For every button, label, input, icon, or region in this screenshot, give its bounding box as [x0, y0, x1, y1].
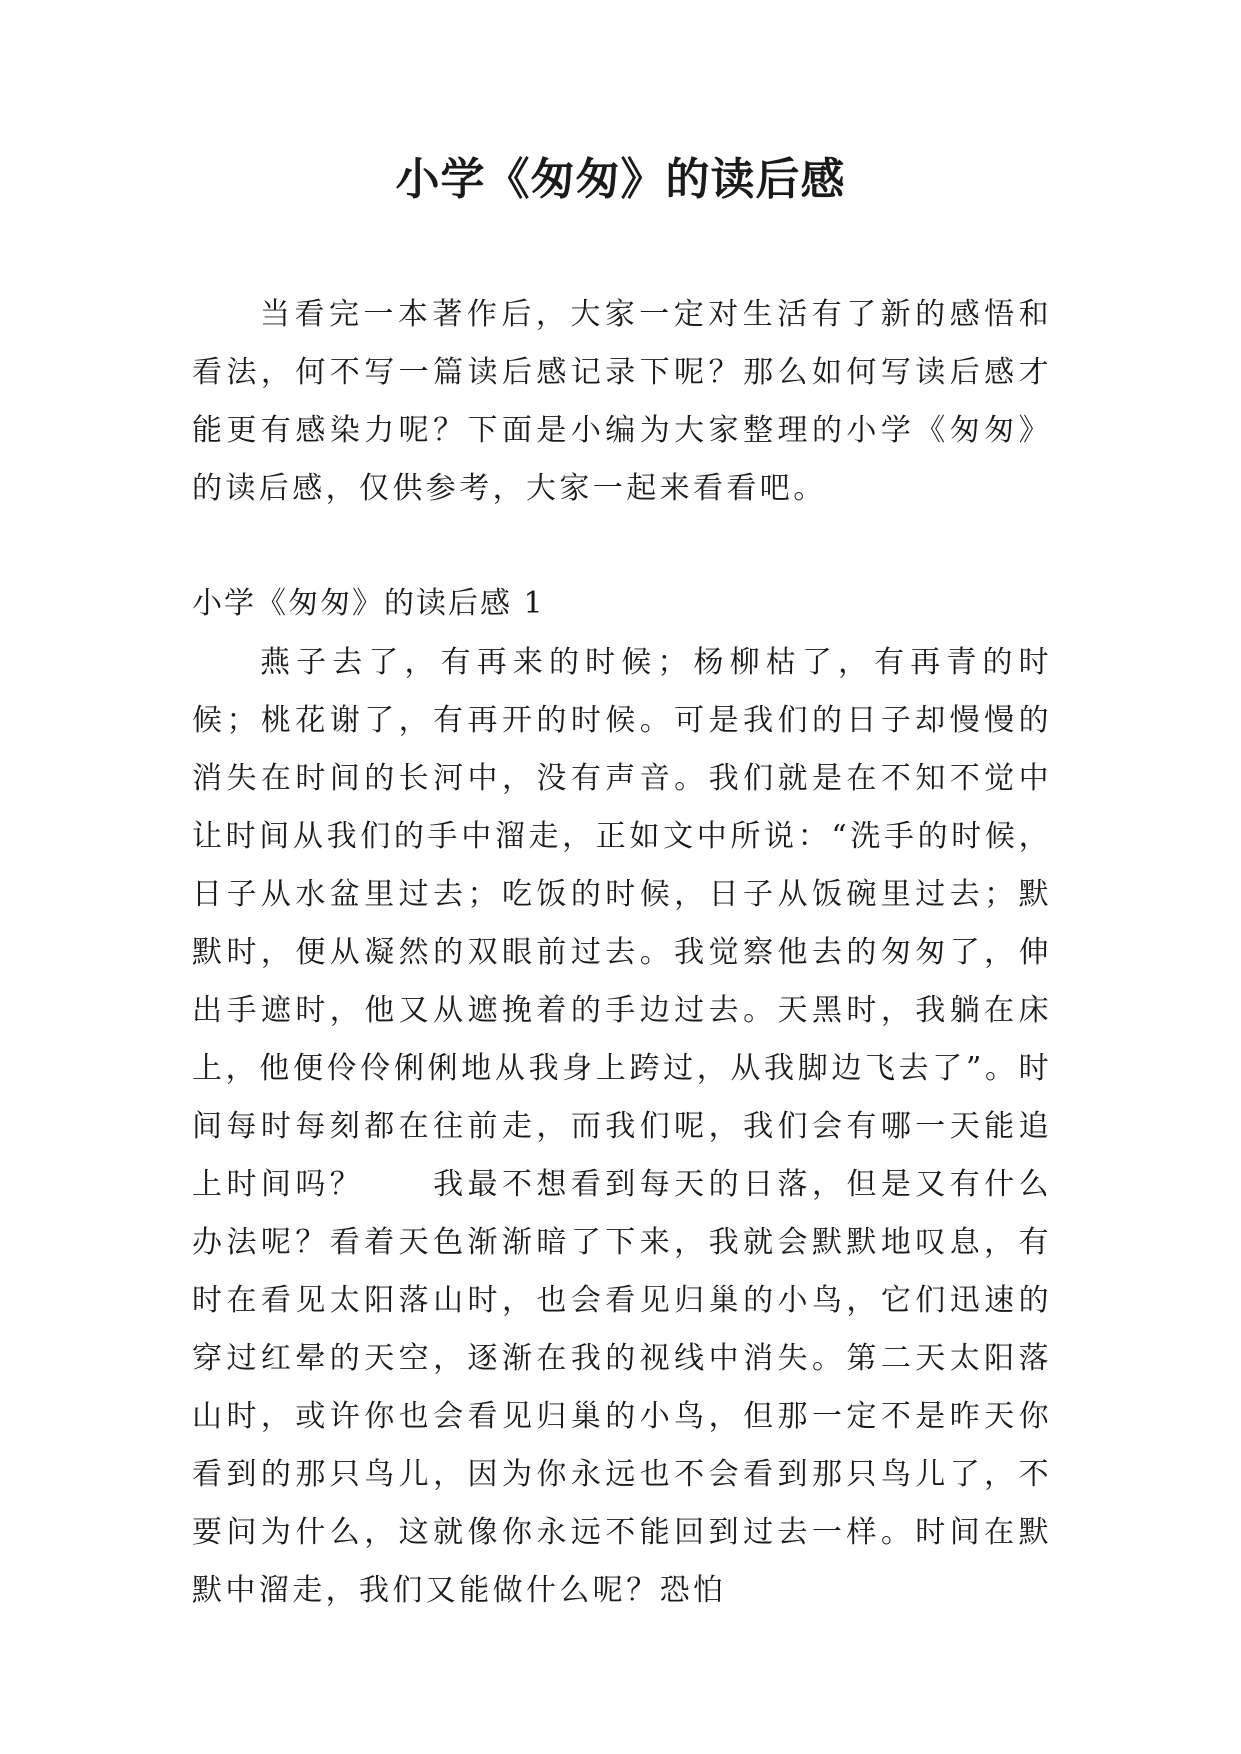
section-heading: 小学《匆匆》的读后感 1: [192, 586, 545, 621]
intro-paragraph: 当看完一本著作后，大家一定对生活有了新的感悟和看法，何不写一篇读后感记录下呢？那么如何写读后感才能更有感染力呢？下面是小编为大家整理的小学《匆匆》的读后感，仅供参考，大家一起来看看吧。: [192, 297, 1052, 506]
document-title: 小学《匆匆》的读后感: [395, 154, 846, 205]
section-paragraph: 燕子去了，有再来的时候；杨柳枯了，有再青的时候；桃花谢了，有再开的时候。可是我们的日子却慢慢的消失在时间的长河中，没有声音。我们就是在不知不觉中让时间从我们的手中溜走，正如文中所说：“洗手的时候，日子从水盆里过去；吃饭的时候，日子从饭碗里过去；默默时，便从凝然的双眼前过去。我觉察他去的匆匆了，伸出手遮时，他又从遮挽着的手边过去。天黑时，我躺在床上，他便伶伶俐俐地从我身上跨过，从我脚边飞去了”。时间每时每刻都在往前走，而我们呢，我们会有哪一天能追上时间吗？ 我最不想看到每天的日落，但是又有什么办法呢？看着天色渐渐暗了下来，我就会默默地叹息，有时在看见太阳落山时，也会看见归巢的小鸟，它们迅速的穿过红晕的天空，逐渐在我的视线中消失。第二天太阳落山时，或许你也会看见归巢的小鸟，但那一定不是昨天你看到的那只鸟儿，因为你永远也不会看到那只鸟儿了，不要问为什么，这就像你永远不能回到过去一样。时间在默默中溜走，我们又能做什么呢？恐怕: [192, 645, 1052, 1608]
